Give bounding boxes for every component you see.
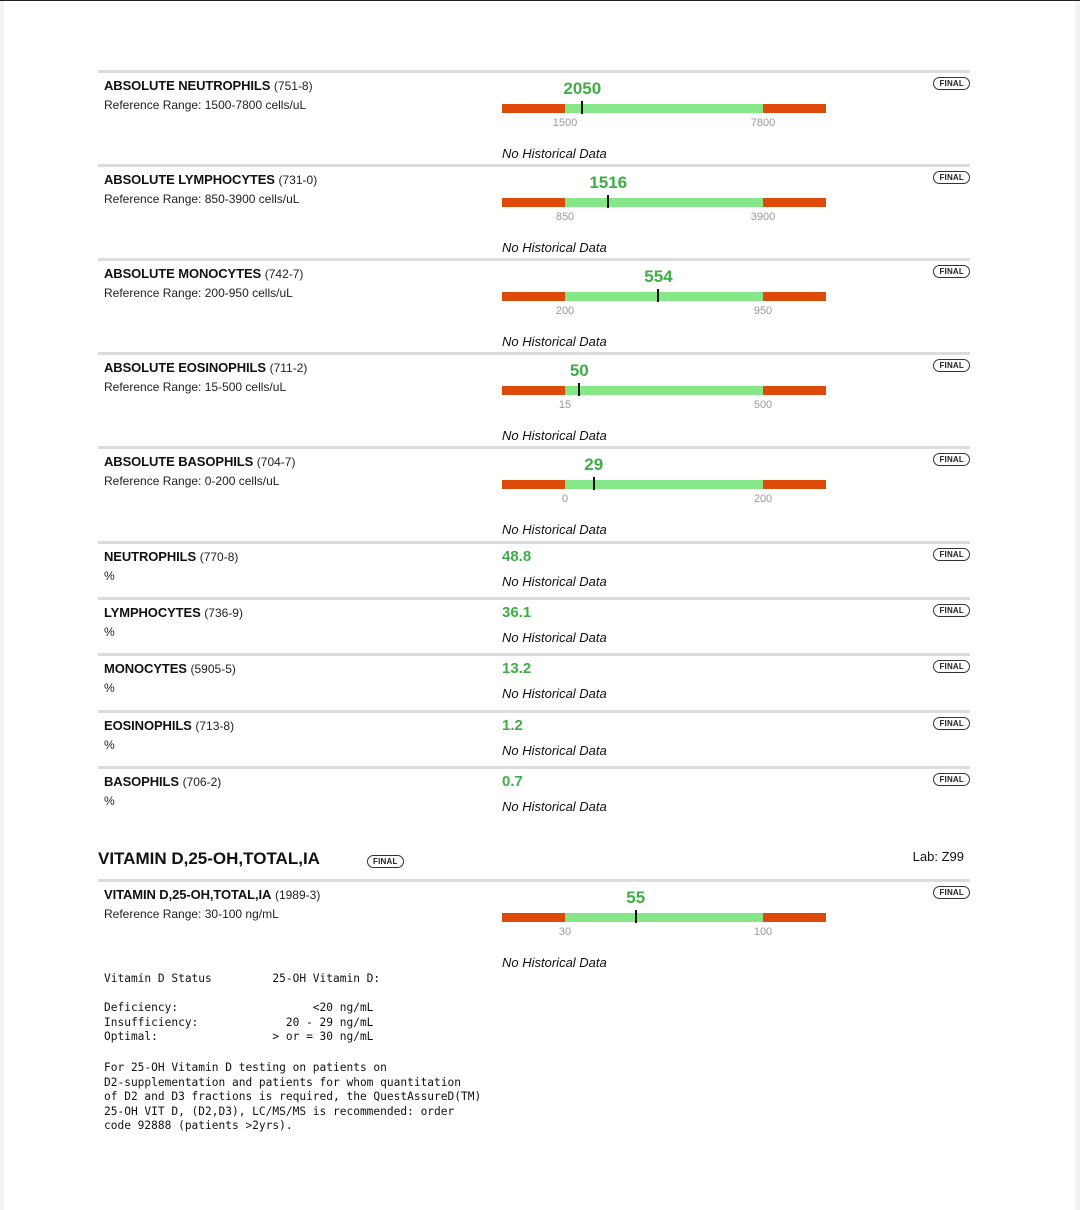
result-row (98, 766, 970, 822)
range-high-label: 500 (753, 399, 773, 411)
range-low-label: 1500 (552, 117, 578, 129)
unit-label: % (104, 738, 115, 752)
result-value: 554 (644, 267, 673, 286)
test-name: NEUTROPHILS (770-8) (104, 549, 239, 564)
result-row (98, 164, 970, 258)
test-name: ABSOLUTE MONOCYTES (742-7) (104, 266, 304, 281)
result-value: 55 (626, 888, 646, 907)
range-low-label: 200 (555, 305, 575, 317)
range-high-label: 200 (753, 493, 773, 505)
result-value: 13.2 (502, 660, 532, 677)
gauge-normal-segment (565, 104, 763, 113)
gauge-value-marker (607, 195, 609, 208)
status-badge: FINAL (933, 77, 970, 90)
status-badge: FINAL (933, 265, 970, 278)
test-name: ABSOLUTE NEUTROPHILS (751-8) (104, 78, 313, 93)
history-status: No Historical Data (502, 334, 607, 349)
gauge-value-marker (578, 383, 580, 396)
gauge-value-marker (635, 910, 637, 923)
test-name: MONOCYTES (5905-5) (104, 661, 236, 676)
test-name: EOSINOPHILS (713-8) (104, 718, 235, 733)
result-row (98, 70, 970, 164)
unit-label: % (104, 625, 115, 639)
top-border (0, 0, 1080, 1)
reference-range: Reference Range: 1500-7800 cells/uL (104, 98, 307, 112)
gauge-low-segment (502, 913, 565, 922)
history-status: No Historical Data (502, 799, 607, 814)
range-gauge (502, 355, 826, 425)
reference-range: Reference Range: 0-200 cells/uL (104, 474, 280, 488)
result-value: 1516 (589, 173, 628, 192)
test-name: ABSOLUTE BASOPHILS (704-7) (104, 454, 296, 469)
status-badge: FINAL (933, 886, 970, 899)
result-row (98, 653, 970, 709)
gauge-normal-segment (565, 913, 763, 922)
range-low-label: 850 (555, 211, 575, 223)
section-status-badge: FINAL (367, 855, 404, 868)
gauge-normal-segment (565, 292, 763, 301)
status-badge: FINAL (933, 660, 970, 673)
unit-label: % (104, 681, 115, 695)
range-high-label: 950 (753, 305, 773, 317)
result-row (98, 541, 970, 597)
gauge-high-segment (763, 198, 826, 207)
result-value: 50 (569, 361, 589, 380)
gauge-high-segment (763, 480, 826, 489)
history-status: No Historical Data (502, 743, 607, 758)
history-status: No Historical Data (502, 428, 607, 443)
unit-label: % (104, 794, 115, 808)
result-row (98, 597, 970, 653)
status-badge: FINAL (933, 171, 970, 184)
status-badge: FINAL (933, 773, 970, 786)
result-row (98, 710, 970, 766)
result-value: 0.7 (502, 773, 523, 790)
test-name: ABSOLUTE EOSINOPHILS (711-2) (104, 360, 308, 375)
result-value: 48.8 (502, 548, 532, 565)
history-status: No Historical Data (502, 630, 607, 645)
gauge-high-segment (763, 913, 826, 922)
result-value: 29 (584, 455, 604, 474)
status-badge: FINAL (933, 359, 970, 372)
right-gutter (1075, 1, 1080, 1210)
left-gutter (0, 1, 4, 1210)
range-gauge (502, 882, 826, 952)
history-status: No Historical Data (502, 240, 607, 255)
range-low-label: 30 (558, 926, 572, 938)
status-badge: FINAL (933, 548, 970, 561)
range-low-label: 15 (558, 399, 572, 411)
status-badge: FINAL (933, 453, 970, 466)
result-value: 36.1 (502, 604, 532, 621)
gauge-low-segment (502, 480, 565, 489)
range-high-label: 3900 (750, 211, 776, 223)
range-high-label: 100 (753, 926, 773, 938)
gauge-high-segment (763, 292, 826, 301)
gauge-value-marker (657, 289, 659, 302)
gauge-low-segment (502, 198, 565, 207)
history-status: No Historical Data (502, 146, 607, 161)
result-value: 1.2 (502, 717, 523, 734)
gauge-low-segment (502, 386, 565, 395)
history-status: No Historical Data (502, 686, 607, 701)
test-name: VITAMIN D,25-OH,TOTAL,IA (1989-3) (104, 887, 321, 902)
result-row (98, 446, 970, 540)
gauge-high-segment (763, 104, 826, 113)
range-low-label: 0 (561, 493, 569, 505)
gauge-normal-segment (565, 198, 763, 207)
gauge-normal-segment (565, 386, 763, 395)
history-status: No Historical Data (502, 574, 607, 589)
gauge-low-segment (502, 104, 565, 113)
reference-range: Reference Range: 30-100 ng/mL (104, 907, 279, 921)
reference-range: Reference Range: 200-950 cells/uL (104, 286, 293, 300)
gauge-high-segment (763, 386, 826, 395)
result-row (98, 352, 970, 446)
gauge-low-segment (502, 292, 565, 301)
range-high-label: 7800 (750, 117, 776, 129)
result-row (98, 879, 970, 973)
test-name: ABSOLUTE LYMPHOCYTES (731-0) (104, 172, 318, 187)
reference-range: Reference Range: 850-3900 cells/uL (104, 192, 300, 206)
test-name: BASOPHILS (706-2) (104, 774, 222, 789)
section-title: VITAMIN D,25-OH,TOTAL,IA (98, 849, 320, 868)
range-gauge (502, 167, 826, 237)
result-value: 2050 (563, 79, 602, 98)
gauge-value-marker (581, 101, 583, 114)
range-gauge (502, 449, 826, 519)
result-row (98, 258, 970, 352)
unit-label: % (104, 569, 115, 583)
test-name: LYMPHOCYTES (736-9) (104, 605, 243, 620)
history-status: No Historical Data (502, 522, 607, 537)
status-badge: FINAL (933, 604, 970, 617)
lab-code: Lab: Z99 (912, 849, 964, 864)
reference-range: Reference Range: 15-500 cells/uL (104, 380, 287, 394)
gauge-value-marker (593, 477, 595, 490)
vitamin-d-testing-note: For 25-OH Vitamin D testing on patients on D2-supplementation and patients for whom quantitation of D2 and D3 fractions is required, the QuestAssureD(TM) 25-OH VIT D, (D2,D3), LC/MS/MS is recommended: order code 92888 (patients >2yrs). (104, 1061, 482, 1132)
status-badge: FINAL (933, 717, 970, 730)
vitamin-d-status-table: Vitamin D Status 25-OH Vitamin D: Deficiency: <20 ng/mL Insufficiency: 20 - 29 ng/mL Optimal: > or = 30 ng/mL (104, 972, 381, 1043)
range-gauge (502, 73, 826, 143)
history-status: No Historical Data (502, 955, 607, 970)
range-gauge (502, 261, 826, 331)
